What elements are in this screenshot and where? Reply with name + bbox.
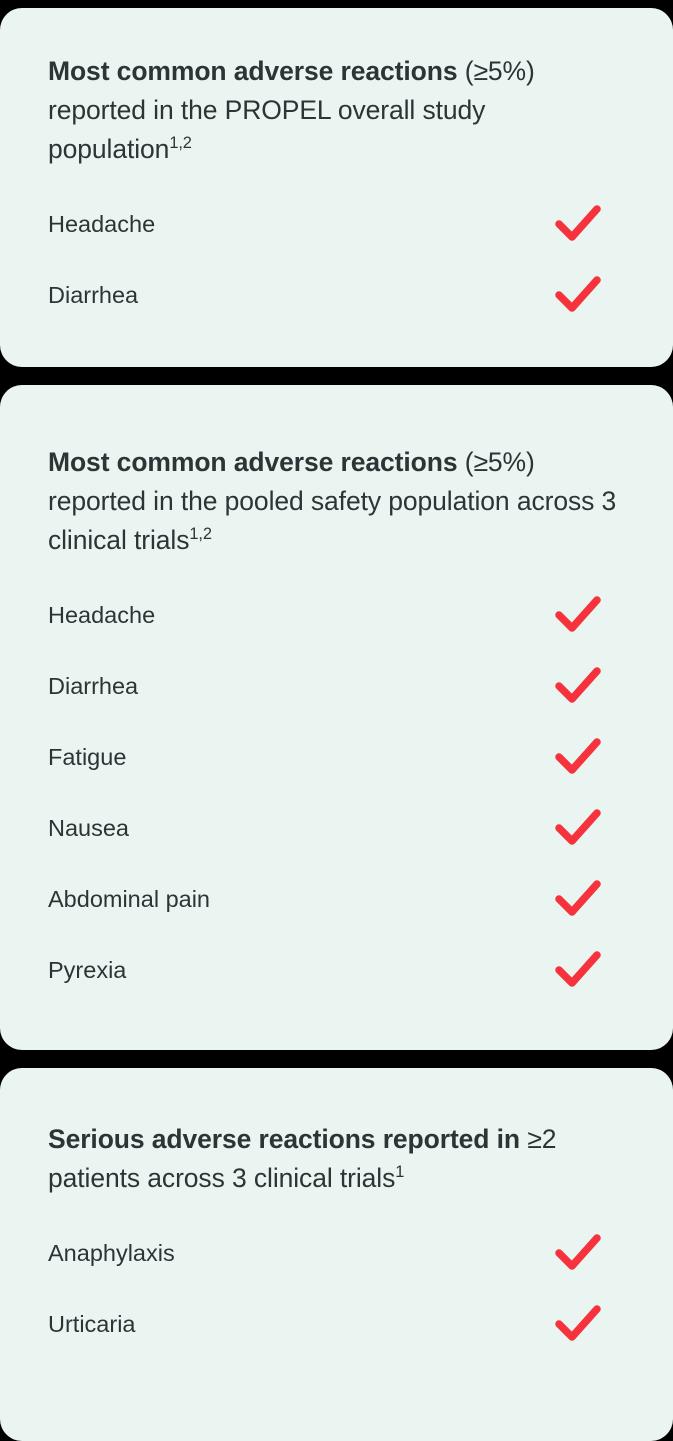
card-1-heading-rest: (≥5%) reported in the PROPEL overall study population	[48, 56, 535, 164]
list-item	[48, 722, 625, 793]
card-pooled-safety	[0, 385, 673, 1050]
list-item	[48, 580, 625, 651]
list-item	[48, 935, 625, 1006]
card-2-heading-bold: Most common adverse reactions	[48, 446, 458, 477]
reaction-label: Headache	[48, 601, 156, 628]
list-item	[48, 1289, 625, 1360]
reaction-label: Abdominal pain	[48, 885, 210, 912]
check-icon	[555, 737, 601, 777]
list-item	[48, 864, 625, 935]
reaction-label: Urticaria	[48, 1310, 136, 1337]
list-item	[48, 260, 625, 331]
reaction-label: Nausea	[48, 814, 129, 841]
list-item	[48, 793, 625, 864]
check-icon	[555, 1304, 601, 1344]
list-item	[48, 1218, 625, 1289]
card-2-heading	[48, 443, 625, 560]
reaction-label: Diarrhea	[48, 672, 139, 699]
reaction-label: Diarrhea	[48, 281, 139, 308]
card-2-heading-rest: (≥5%) reported in the pooled safety population across 3 clinical trials	[48, 446, 617, 555]
check-icon	[555, 950, 601, 990]
reaction-label: Pyrexia	[48, 956, 127, 983]
check-icon	[555, 808, 601, 848]
card-3-heading-rest: ≥2 patients across 3 clinical trials	[48, 1123, 557, 1193]
reaction-label: Anaphylaxis	[48, 1239, 175, 1266]
card-serious-reactions	[0, 1068, 673, 1441]
check-icon	[555, 595, 601, 635]
card-3-heading	[48, 1120, 625, 1198]
check-icon	[555, 275, 601, 315]
list-item	[48, 189, 625, 260]
check-icon	[555, 666, 601, 706]
card-3-heading-bold: Serious adverse reactions reported in	[48, 1123, 521, 1154]
card-1-heading-bold: Most common adverse reactions	[48, 56, 458, 86]
reaction-label: Headache	[48, 210, 156, 237]
card-propel-overall	[0, 8, 673, 367]
list-item	[48, 651, 625, 722]
check-icon	[555, 879, 601, 919]
card-1-heading	[48, 52, 625, 169]
card-3-heading-footnote: 1	[395, 1162, 405, 1181]
card-2-rows	[48, 580, 625, 1006]
card-3-rows	[48, 1218, 625, 1360]
card-1-rows	[48, 189, 625, 331]
check-icon	[555, 204, 601, 244]
card-1-heading-footnote: 1,2	[169, 134, 192, 153]
card-2-heading-footnote: 1,2	[189, 524, 212, 543]
check-icon	[555, 1233, 601, 1273]
reaction-label: Fatigue	[48, 743, 127, 770]
